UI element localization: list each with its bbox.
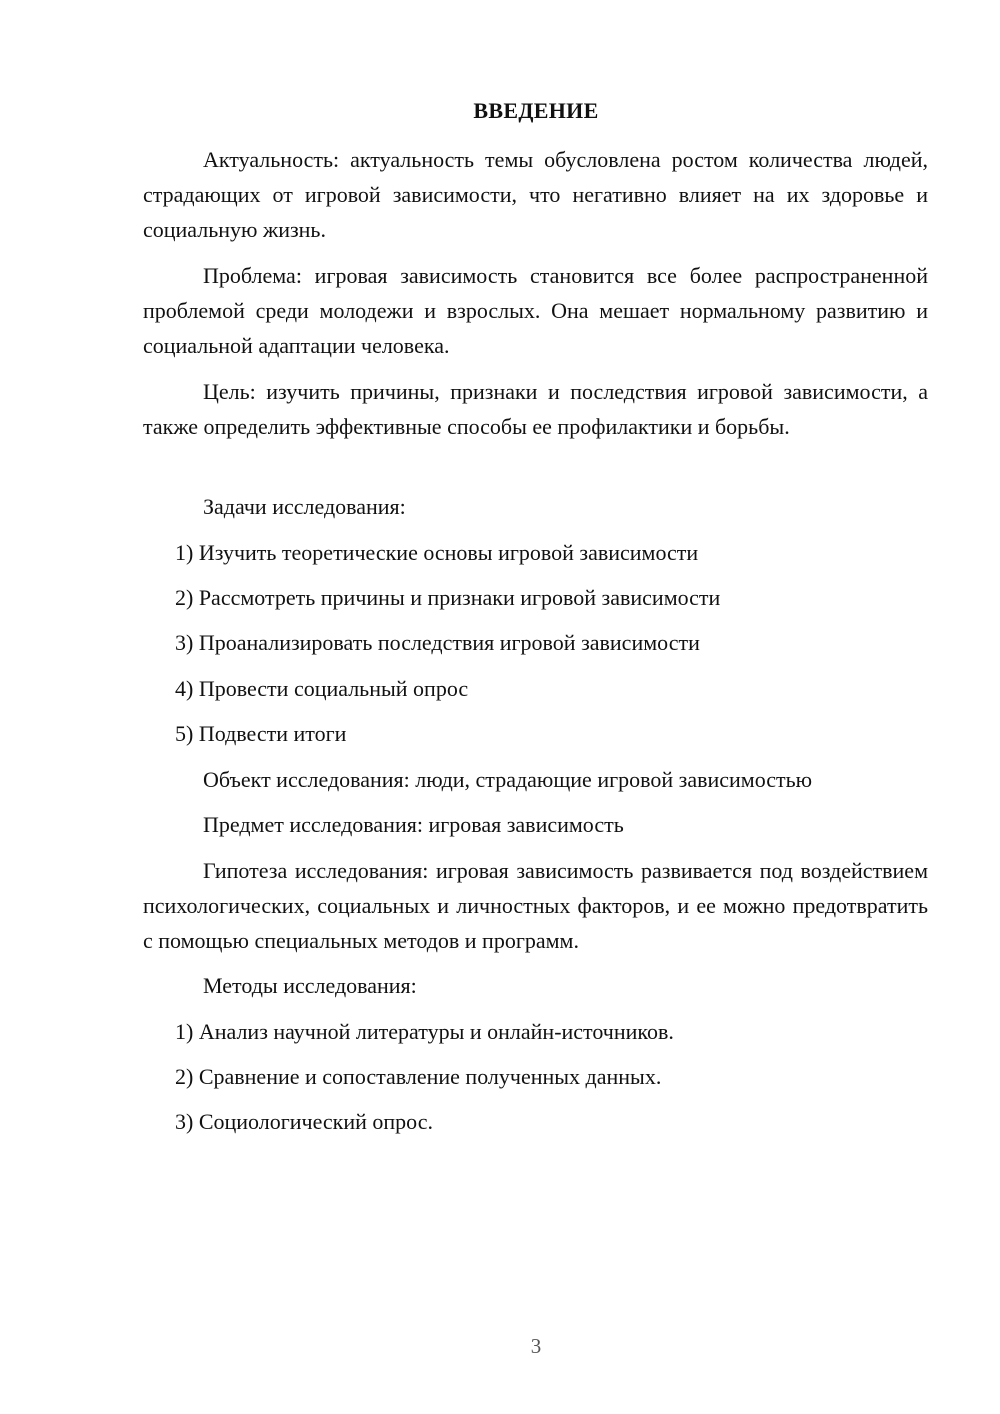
task-item-4: 4) Провести социальный опрос xyxy=(175,676,469,701)
method-item-1: 1) Анализ научной литературы и онлайн-источников. xyxy=(175,1019,674,1044)
page-number: 3 xyxy=(530,1334,542,1358)
research-subject: Предмет исследования: игровая зависимость xyxy=(203,812,624,837)
page-title: ВВЕДЕНИЕ xyxy=(473,98,599,123)
paragraph-relevance: Актуальность: актуальность темы обусловлена ростом количества людей, страдающих от игровой зависимости, что негативно влияет на их здоровье и социальную жизнь. xyxy=(143,147,928,242)
tasks-heading: Задачи исследования: xyxy=(203,494,406,519)
paragraph-problem: Проблема: игровая зависимость становится все более распространенной проблемой среди молодежи и взрослых. Она мешает нормальному развитию и социальной адаптации человека. xyxy=(143,263,928,358)
method-item-3: 3) Социологический опрос. xyxy=(175,1109,433,1134)
methods-heading: Методы исследования: xyxy=(203,973,417,998)
task-item-2: 2) Рассмотреть причины и признаки игровой зависимости xyxy=(175,585,721,610)
paragraph-hypothesis: Гипотеза исследования: игровая зависимость развивается под воздействием психологических, социальных и личностных факторов, и ее можно предотвратить с помощью специальных методов и программ. xyxy=(143,858,928,953)
task-item-1: 1) Изучить теоретические основы игровой зависимости xyxy=(175,540,699,565)
task-item-3: 3) Проанализировать последствия игровой зависимости xyxy=(175,630,700,655)
task-item-5: 5) Подвести итоги xyxy=(175,721,347,746)
paragraph-goal: Цель: изучить причины, признаки и последствия игровой зависимости, а также определить эффективные способы ее профилактики и борьбы. xyxy=(143,379,928,439)
research-object: Объект исследования: люди, страдающие игровой зависимостью xyxy=(203,767,813,792)
method-item-2: 2) Сравнение и сопоставление полученных данных. xyxy=(175,1064,662,1089)
